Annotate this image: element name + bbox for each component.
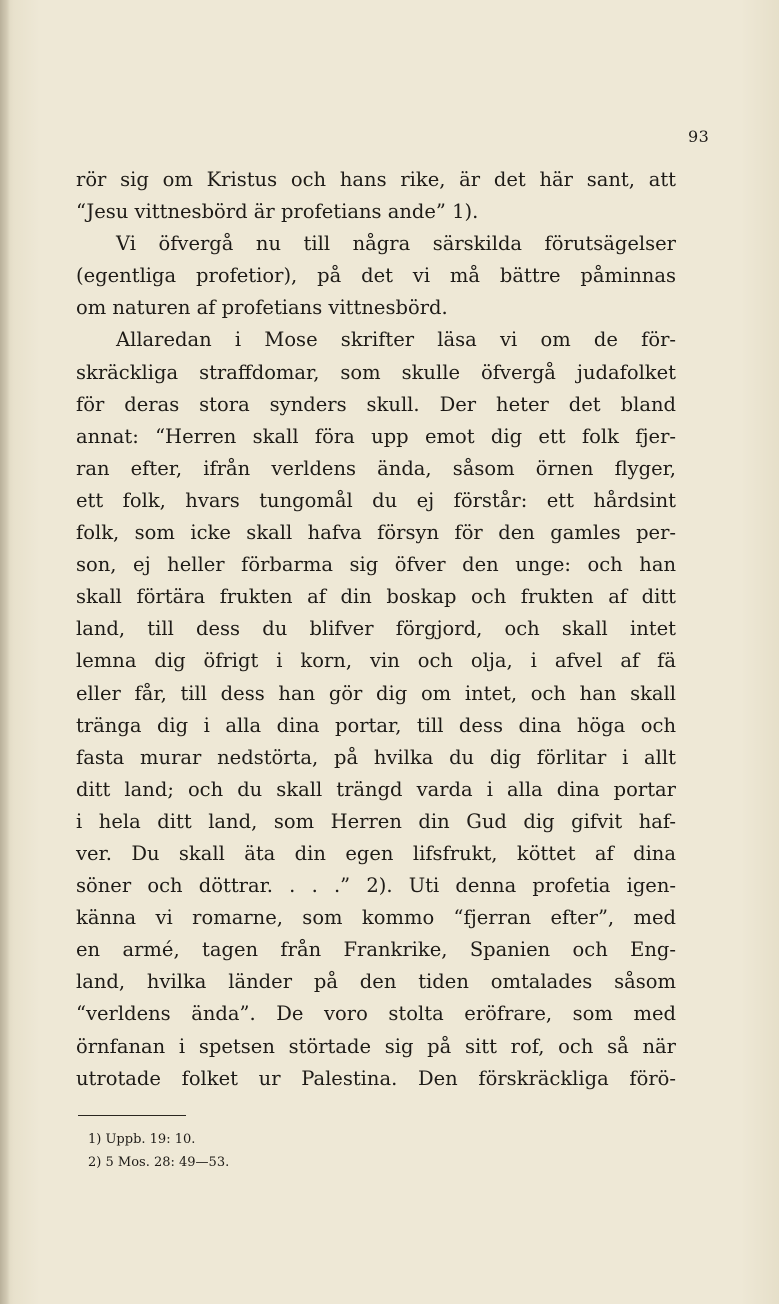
text-line: annat: “Herren skall föra upp emot dig ett folk fjer- [76, 424, 676, 448]
text-line: för deras stora synders skull. Der heter det bland [76, 392, 676, 416]
text-line: Allaredan i Mose skrifter läsa vi om de för- [116, 328, 676, 352]
binding-edge [0, 0, 10, 1304]
text-line: land, hvilka länder på den tiden omtalades såsom [76, 970, 676, 994]
text-line: söner och döttrar. . . .” 2). Uti denna profetia igen- [76, 874, 676, 898]
footnote-1: 1) Uppb. 19: 10. [88, 1132, 196, 1147]
text-line: land, till dess du blifver förgjord, och skall intet [76, 617, 676, 641]
text-line: en armé, tagen från Frankrike, Spanien och Eng- [76, 938, 676, 962]
text-line: “Jesu vittnesbörd är profetians ande” 1). [76, 200, 479, 224]
text-line: tränga dig i alla dina portar, till dess dina höga och [76, 713, 676, 737]
text-line: rör sig om Kristus och hans rike, är det här sant, att [76, 168, 676, 191]
text-line: om naturen af profetians vittnesbörd. [76, 296, 448, 320]
text-line: Vi öfvergå nu till några särskilda förutsägelser [116, 232, 676, 256]
text-line: folk, som icke skall hafva försyn för den gamles per- [76, 521, 676, 545]
footnote-divider [78, 1115, 186, 1116]
text-line: ran efter, ifrån verldens ända, såsom örnen flyger, [76, 456, 676, 480]
text-line: lemna dig öfrigt i korn, vin och olja, i afvel af fä [76, 649, 676, 673]
text-line: känna vi romarne, som kommo “fjerran efter”, med [76, 906, 676, 930]
text-line: utrotade folket ur Palestina. Den förskräckliga förö- [76, 1066, 676, 1090]
footnote-2: 2) 5 Mos. 28: 49—53. [88, 1155, 230, 1170]
body-text [76, 164, 676, 1095]
text-line: skräckliga straffdomar, som skulle öfvergå judafolket [76, 360, 676, 384]
text-line: skall förtära frukten af din boskap och frukten af ditt [76, 585, 676, 609]
text-line: örnfanan i spetsen störtade sig på sitt rof, och så när [76, 1034, 676, 1058]
text-line: eller får, till dess han gör dig om intet, och han skall [76, 681, 676, 705]
page-number: 93 [688, 127, 710, 146]
text-line: ver. Du skall äta din egen lifsfrukt, köttet af dina [76, 841, 676, 865]
text-line: “verldens ända”. De voro stolta eröfrare, som med [76, 1002, 676, 1026]
text-line: i hela ditt land, som Herren din Gud dig gifvit haf- [76, 809, 676, 833]
text-line: ditt land; och du skall trängd varda i alla dina portar [76, 777, 676, 801]
text-line: (egentliga profetior), på det vi må bättre påminnas [76, 264, 676, 288]
text-line: son, ej heller förbarma sig öfver den unge: och han [76, 553, 676, 577]
footnotes [88, 1128, 229, 1174]
text-line: fasta murar nedstörta, på hvilka du dig förlitar i allt [76, 745, 676, 769]
text-line: ett folk, hvars tungomål du ej förstår: ett hårdsint [76, 488, 676, 512]
